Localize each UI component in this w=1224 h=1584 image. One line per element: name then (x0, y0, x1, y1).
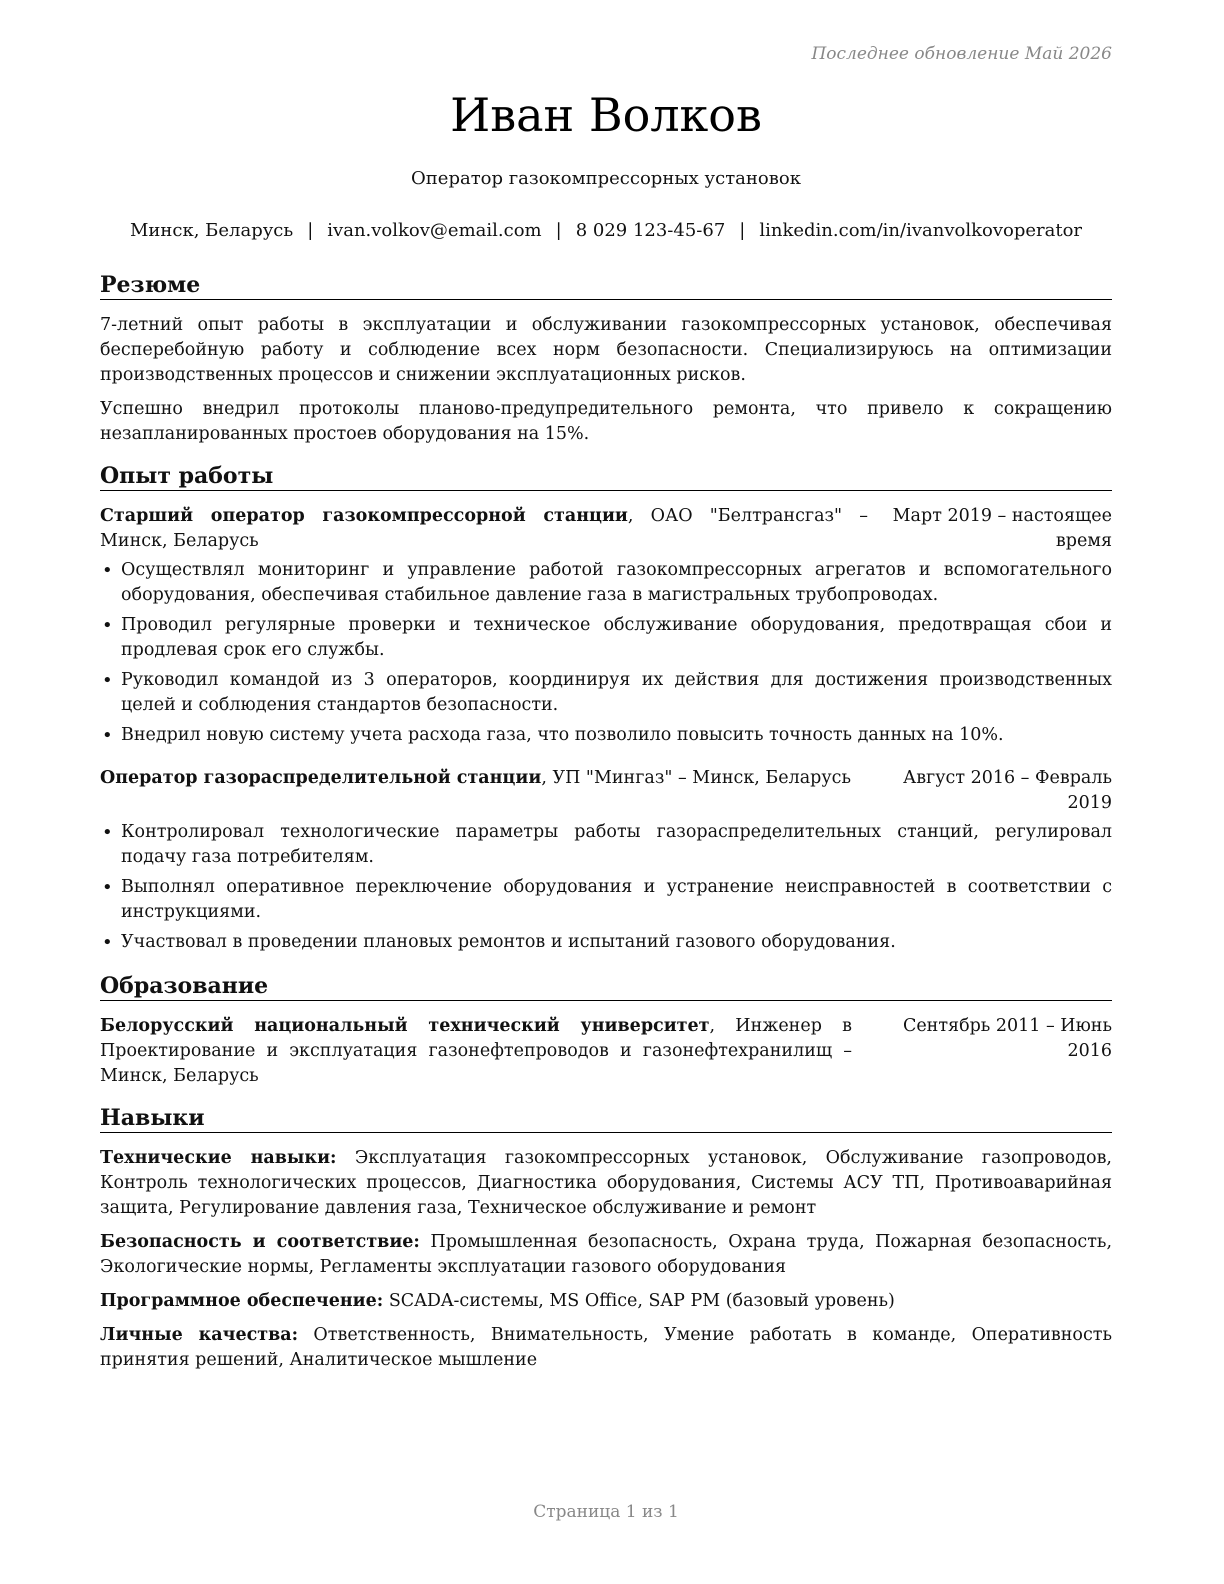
job-entry (100, 766, 1112, 955)
candidate-name: Иван Волков (450, 88, 762, 142)
page-number: Страница 1 из 1 (533, 1502, 679, 1522)
education-heading: Образование (100, 973, 1112, 1001)
job-entry (100, 504, 1112, 748)
contact-email[interactable]: ivan.volkov@email.com (327, 220, 542, 241)
skill-group (100, 1230, 1112, 1280)
job-bullet: • Выполнял оперативное переключение оборудования и устранение неисправностей в соответствии с инструкциями. (100, 875, 1112, 925)
skill-group-label: Личные качества: (100, 1325, 299, 1345)
job-header (100, 504, 1112, 554)
summary-section (100, 272, 1112, 447)
education-line (100, 1014, 852, 1089)
skill-group-text: SCADA-системы, MS Office, SAP PM (базовый уровень) (383, 1291, 895, 1311)
skill-group-text: Промышленная безопасность, Охрана труда, Пожарная безопасность, Экологические нормы, Регламенты эксплуатации газового оборудования (100, 1232, 1113, 1277)
contact-line (100, 220, 1112, 241)
job-organization: , УП "Мингаз" – Минск, Беларусь (541, 768, 851, 788)
job-title-line (100, 766, 864, 791)
summary-paragraph: 7-летний опыт работы в эксплуатации и обслуживании газокомпрессорных установок, обеспечивая бесперебойную работу и соблюдение всех норм безопасности. Специализируюсь на оптимизации производственных процессов и снижении эксплуатационных рисков. (100, 315, 1112, 385)
summary-paragraph: Успешно внедрил протоколы планово-предупредительного ремонта, что привело к сокращению незапланированных простоев оборудования на 15%. (100, 399, 1112, 444)
contact-linkedin[interactable]: linkedin.com/in/ivanvolkovoperator (759, 220, 1083, 241)
skill-group-label: Технические навыки: (100, 1148, 337, 1168)
skills-section (100, 1105, 1112, 1373)
job-dates: Март 2019 – настоящее время (892, 506, 1112, 551)
education-detail: , Инженер в Проектирование и эксплуатация газонефтепроводов и газонефтехранилищ – Минск, Беларусь (100, 1016, 852, 1086)
job-bullet: • Проводил регулярные проверки и техническое обслуживание оборудования, предотвращая сбои и продлевая срок его службы. (100, 613, 1112, 663)
job-organization: , ОАО "Белтрансгаз" – Минск, Беларусь (100, 506, 868, 551)
last-updated-note: Последнее обновление Май 2026 (811, 44, 1112, 64)
skill-group-label: Безопасность и соответствие: (100, 1232, 420, 1252)
job-bullet: • Руководил командой из 3 операторов, координируя их действия для достижения производственных целей и соблюдения стандартов безопасности. (100, 668, 1112, 718)
contact-separator: | (739, 220, 746, 241)
contact-phone[interactable]: 8 029 123-45-67 (575, 220, 726, 241)
skills-heading: Навыки (100, 1105, 1112, 1133)
job-header (100, 766, 1112, 816)
job-dates: Август 2016 – Февраль 2019 (902, 768, 1112, 813)
skill-group (100, 1323, 1112, 1373)
skill-group (100, 1289, 1112, 1314)
job-bullets (100, 820, 1112, 955)
job-position: Оператор газораспределительной станции (100, 768, 542, 788)
skill-group-label: Программное обеспечение: (100, 1291, 384, 1311)
summary-heading: Резюме (100, 272, 1112, 300)
job-bullet: • Внедрил новую систему учета расхода газа, что позволило повысить точность данных на 10%. (100, 723, 1112, 748)
job-bullet: • Осуществлял мониторинг и управление работой газокомпрессорных агрегатов и вспомогательного оборудования, обеспечивая стабильное давление газа в магистральных трубопроводах. (100, 558, 1112, 608)
education-school: Белорусский национальный технический университет (100, 1016, 710, 1036)
experience-heading: Опыт работы (100, 463, 1112, 491)
contact-separator: | (307, 220, 314, 241)
contact-separator: | (555, 220, 562, 241)
skill-group-text: Ответственность, Внимательность, Умение работать в команде, Оперативность принятия решений, Аналитическое мышление (100, 1325, 1112, 1370)
contact-location: Минск, Беларусь (129, 220, 294, 241)
job-bullet: • Контролировал технологические параметры работы газораспределительных станций, регулировал подачу газа потребителям. (100, 820, 1112, 870)
job-title-line (100, 504, 868, 554)
experience-section (100, 463, 1112, 955)
job-title-subtitle: Оператор газокомпрессорных установок (411, 168, 801, 189)
skill-group-text: Эксплуатация газокомпрессорных установок, Обслуживание газопроводов, Контроль технологических процессов, Диагностика оборудования, Системы АСУ ТП, Противоаварийная защита, Регулирование давления газа, Техническое обслуживание и ремонт (100, 1148, 1112, 1218)
education-section (100, 973, 1112, 1089)
skill-group (100, 1146, 1112, 1221)
job-bullet: • Участвовал в проведении плановых ремонтов и испытаний газового оборудования. (100, 930, 1112, 955)
education-dates: Сентябрь 2011 – Июнь 2016 (902, 1016, 1112, 1061)
resume-page (100, 0, 1112, 1584)
education-entry (100, 1014, 1112, 1089)
resume-body (100, 272, 1112, 1389)
job-position: Старший оператор газокомпрессорной станции (100, 506, 628, 526)
job-bullets (100, 558, 1112, 748)
